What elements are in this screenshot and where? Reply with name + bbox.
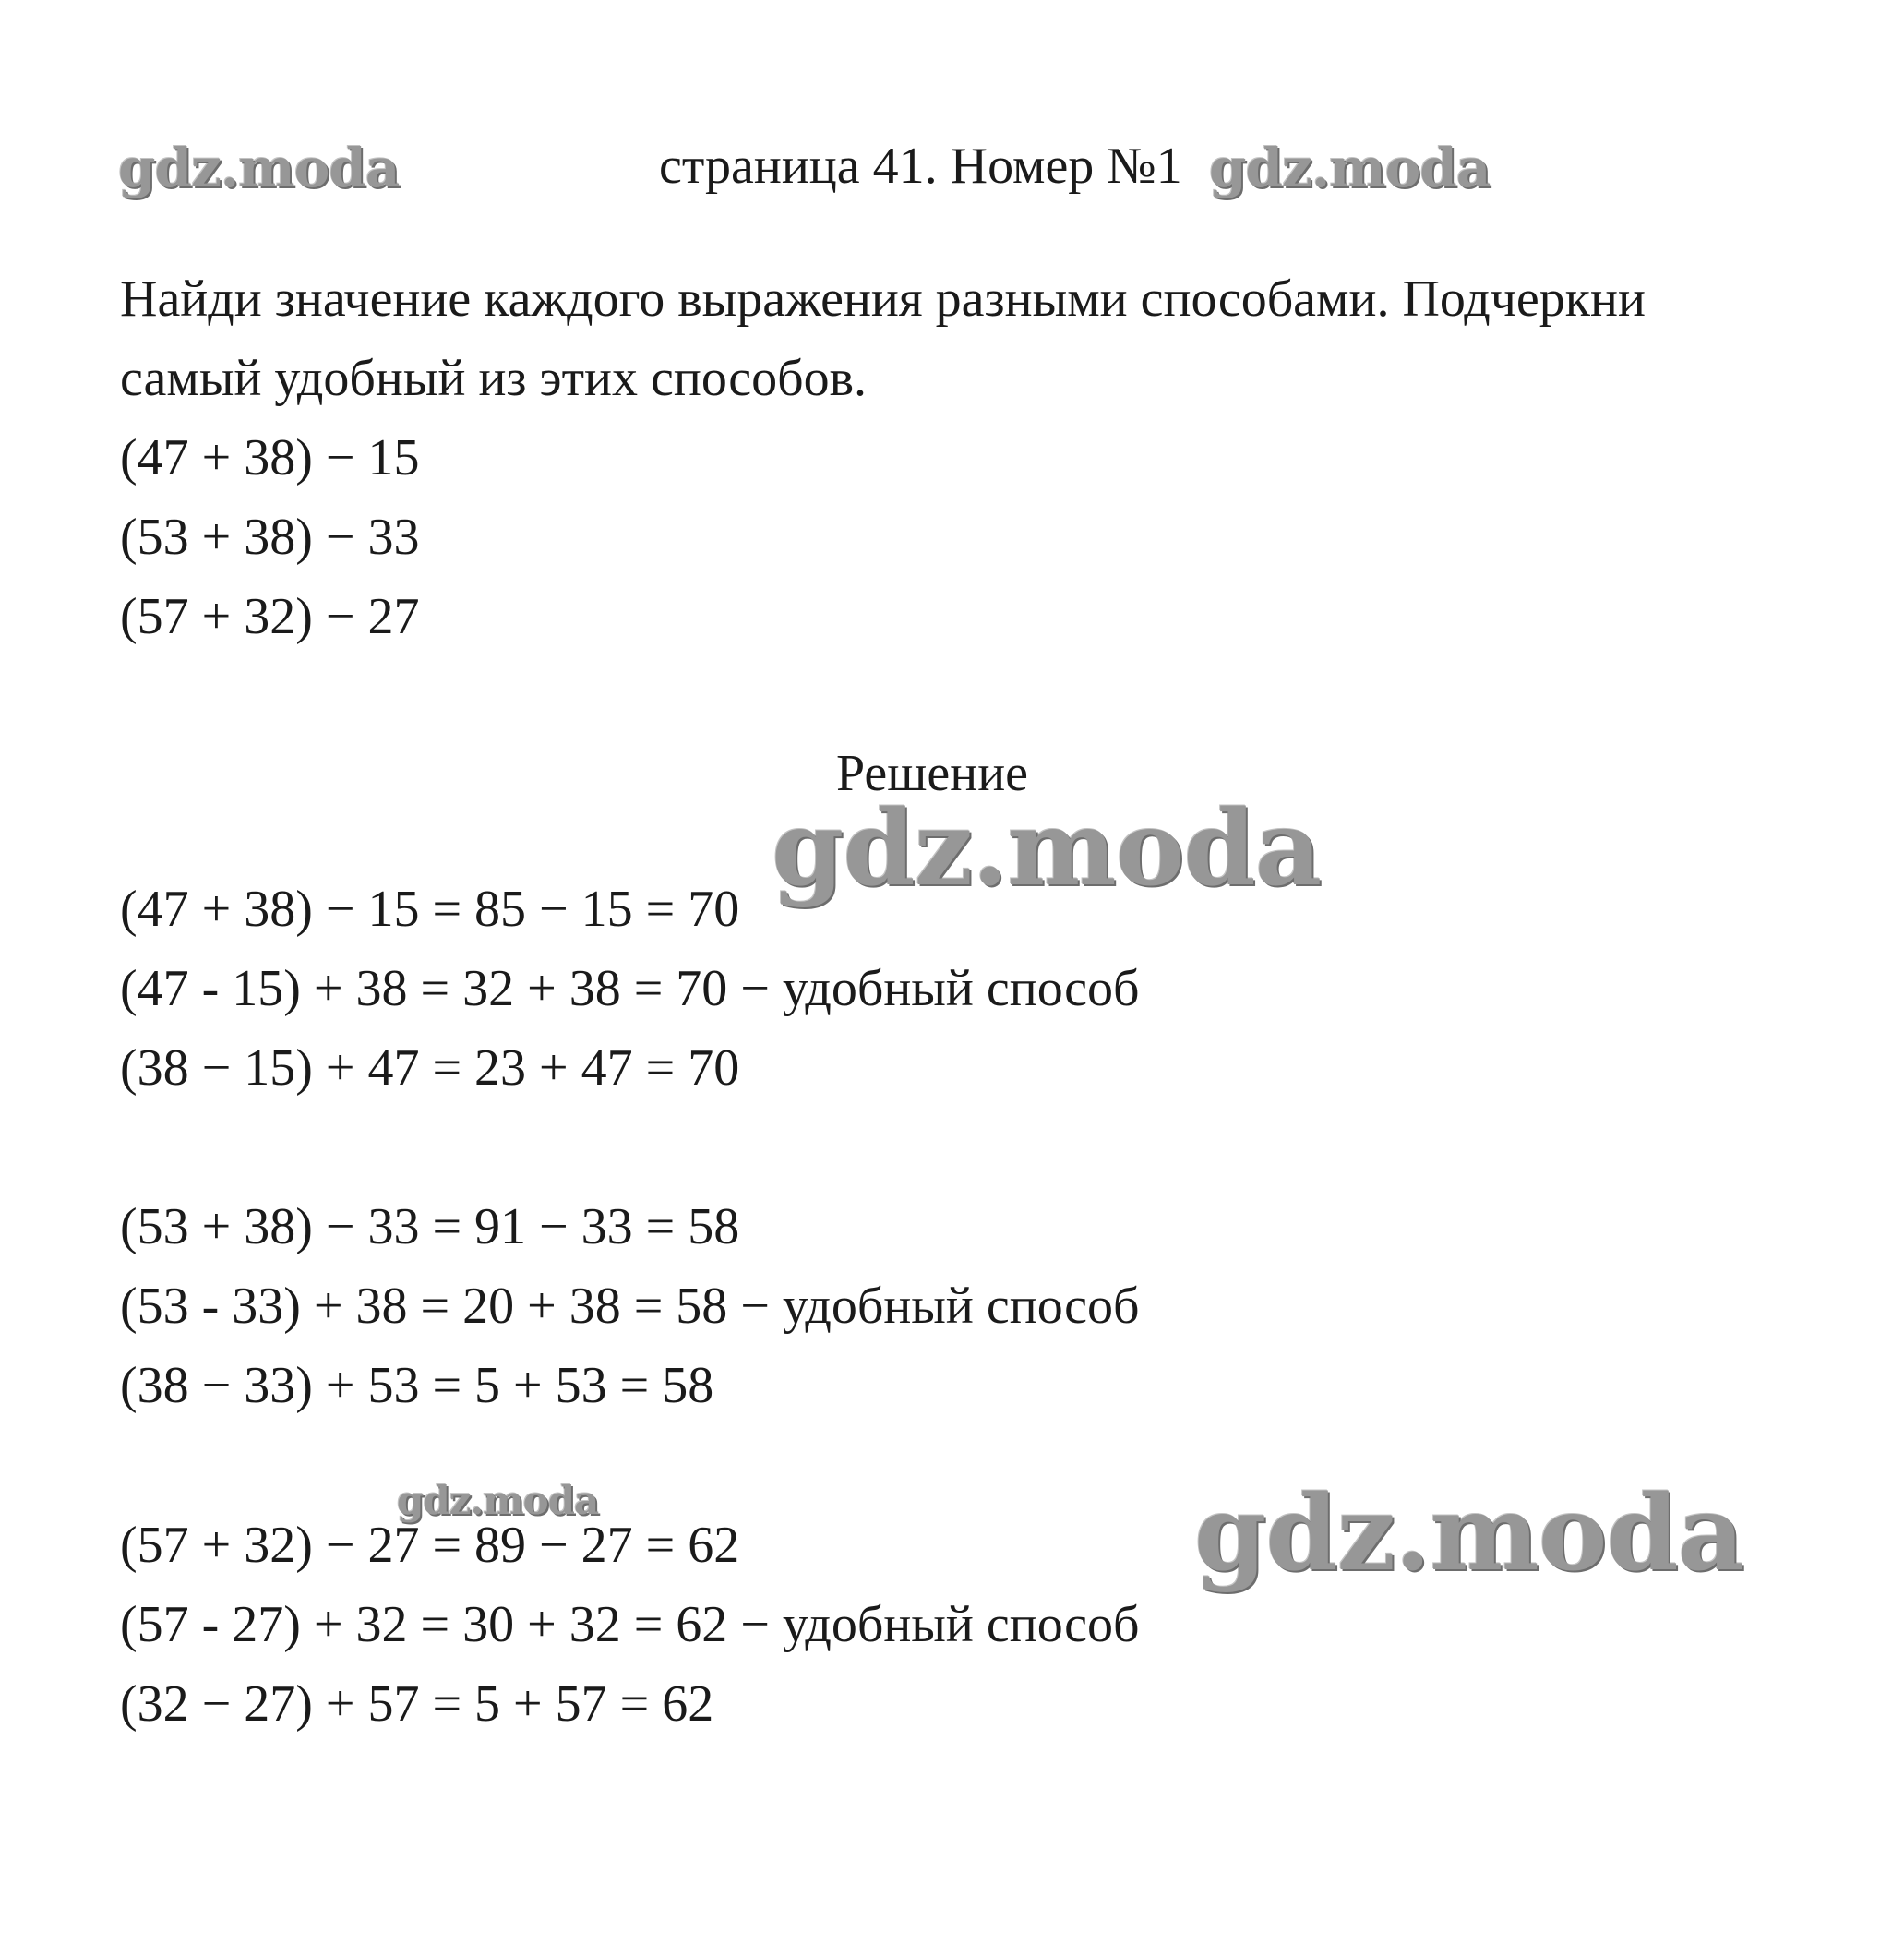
- task-expression-2: (53 + 38) − 33: [120, 509, 420, 566]
- solution-line: (32 − 27) + 57 = 5 + 57 = 62: [120, 1675, 714, 1733]
- watermark-logo-top-left: gdz.moda: [118, 137, 400, 199]
- task-text-line-1: Найди значение каждого выражения разными способами. Подчеркни: [120, 270, 1646, 328]
- task-expression-1: (47 + 38) − 15: [120, 429, 420, 486]
- solution-line: (38 − 33) + 53 = 5 + 53 = 58: [120, 1357, 714, 1414]
- task-text-line-2: самый удобный из этих способов.: [120, 350, 868, 407]
- solution-line: (38 − 15) + 47 = 23 + 47 = 70: [120, 1039, 740, 1097]
- solution-line: (47 - 15) + 38 = 32 + 38 = 70 − удобный способ: [120, 960, 1140, 1017]
- task-expression-3: (57 + 32) − 27: [120, 588, 420, 645]
- watermark-logo-center: gdz.moda: [772, 788, 1322, 909]
- solution-line: (53 - 33) + 38 = 20 + 38 = 58 − удобный способ: [120, 1278, 1140, 1335]
- solution-line: (53 + 38) − 33 = 91 − 33 = 58: [120, 1198, 740, 1255]
- solution-line: (57 - 27) + 32 = 30 + 32 = 62 − удобный способ: [120, 1596, 1140, 1653]
- watermark-logo-top-right: gdz.moda: [1209, 137, 1491, 199]
- solution-heading: Решение: [836, 745, 1029, 802]
- watermark-logo-right: gdz.moda: [1194, 1473, 1744, 1594]
- solution-line: (57 + 32) − 27 = 89 − 27 = 62: [120, 1517, 740, 1574]
- solution-line: (47 + 38) − 15 = 85 − 15 = 70: [120, 881, 740, 938]
- page-title: страница 41. Номер №1: [659, 138, 1182, 195]
- watermark-logo-small: gdz.moda: [397, 1478, 599, 1523]
